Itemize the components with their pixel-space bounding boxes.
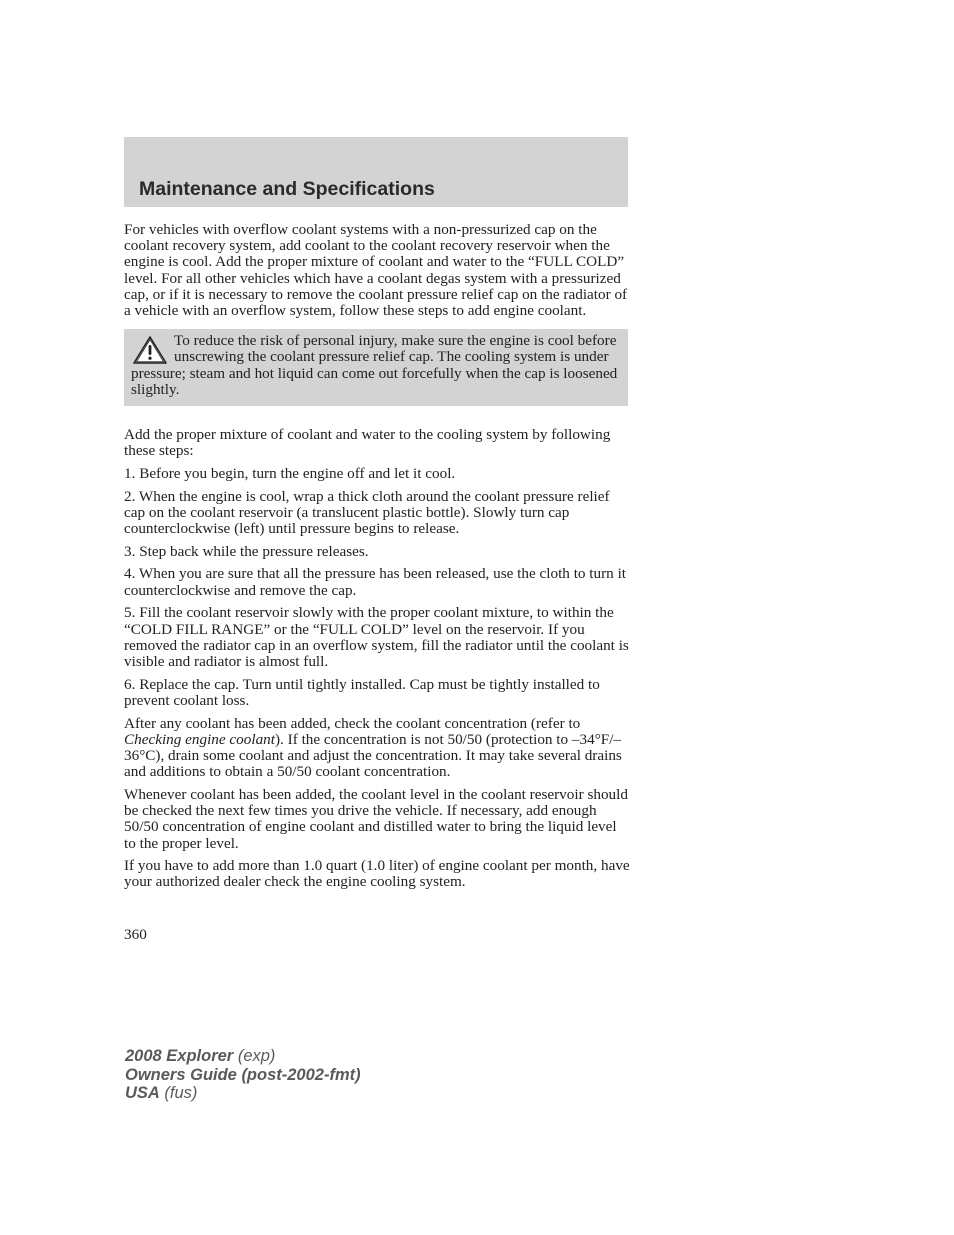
- section-title: Maintenance and Specifications: [139, 178, 435, 200]
- step-item: 3. Step back while the pressure releases.: [124, 542, 369, 560]
- after-text-end: ). If the concentration is not 50/50 (protection to –34°F/–36°C), drain some coolant and adjust the concentration. It may take several drains and additions to obtain a 50/50 coolant concentration.: [124, 730, 622, 781]
- whenever-paragraph: Whenever coolant has been added, the coolant level in the coolant reservoir should be checked the next few times you drive the vehicle. If necessary, add enough 50/50 concentration of engine coolant and distilled water to bring the liquid level to the proper level.: [124, 785, 628, 852]
- footer-line-3: [125, 1084, 361, 1103]
- more-paragraph: If you have to add more than 1.0 quart (1.0 liter) of engine coolant per month, have your authorized dealer check the engine cooling system.: [124, 857, 630, 891]
- step-item: 4. When you are sure that all the pressure has been released, use the cloth to turn it counterclockwise and remove the cap.: [124, 565, 627, 599]
- warning-text: To reduce the risk of personal injury, make sure the engine is cool before unscrewing the coolant pressure relief cap. The cooling system is under pressure; steam and hot liquid can come out forcefully when the cap is loosened slightly.: [131, 332, 618, 398]
- step-item: 1. Before you begin, turn the engine off and let it cool.: [124, 464, 456, 482]
- warning-box: [124, 329, 628, 406]
- document-footer: [125, 1047, 361, 1103]
- footer-model: 2008 Explorer: [125, 1047, 234, 1065]
- page-number: 360: [124, 926, 147, 943]
- footer-region: USA: [125, 1084, 160, 1102]
- step-item: 5. Fill the coolant reservoir slowly with the proper coolant mixture, to within the “COLD FILL RANGE” or the “FULL COLD” level on the reservoir. If you removed the radiator cap in an overflow system, fill the radiator until the coolant is visible and radiator is almost full.: [124, 604, 629, 670]
- after-text-start: After any coolant has been added, check the coolant concentration (refer to: [124, 714, 581, 732]
- footer-model-code: (exp): [233, 1047, 276, 1065]
- step-item: 2. When the engine is cool, wrap a thick cloth around the coolant pressure relief cap on the coolant reservoir (a translucent plastic bottle). Slowly turn cap counterclockwise (left) until pressure begins to release.: [124, 487, 610, 538]
- steps-intro: Add the proper mixture of coolant and water to the cooling system by following these steps:: [124, 426, 611, 460]
- after-paragraph: [124, 716, 630, 781]
- page-content: [124, 222, 630, 897]
- footer-line-2: [125, 1066, 361, 1085]
- footer-guide: Owners Guide (post-2002-fmt): [125, 1065, 361, 1084]
- intro-paragraph: For vehicles with overflow coolant systems with a non-pressurized cap on the coolant recovery system, add coolant to the coolant recovery reservoir when the engine is cool. Add the proper mixture of coolant and water to the “FULL COLD” level. For all other vehicles which have a coolant degas system with a pressurized cap, or if it is necessary to remove the coolant pressure relief cap on the radiator of a vehicle with an overflow system, follow these steps to add engine coolant.: [124, 221, 628, 320]
- section-header: [124, 137, 628, 207]
- cross-reference: Checking engine coolant: [124, 730, 275, 748]
- step-item: 6. Replace the cap. Turn until tightly installed. Cap must be tightly installed to prevent coolant loss.: [124, 675, 600, 709]
- footer-region-code: (fus): [159, 1084, 198, 1102]
- footer-line-1: [125, 1047, 361, 1066]
- warning-triangle-icon: [132, 335, 168, 365]
